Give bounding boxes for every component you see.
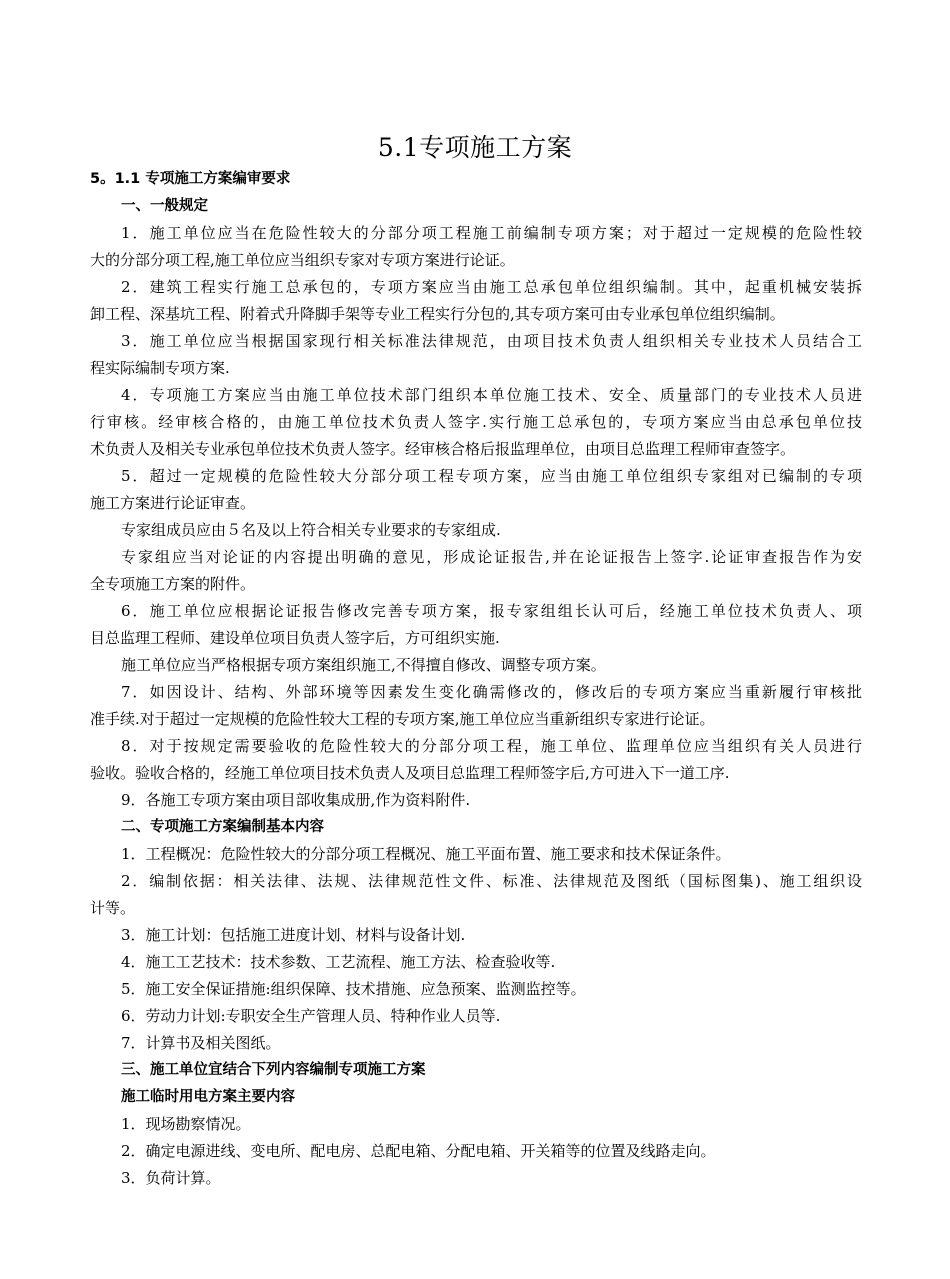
paragraph-line: 专家组应当对论证的内容提出明确的意见，形成论证报告,并在论证报告上签字.论证审查报告作为安 bbox=[121, 548, 862, 566]
heading-basic-content: 二、专项施工方案编制基本内容 bbox=[121, 819, 324, 835]
paragraph-line: 卸工程、深基坑工程、附着式升降脚手架等专业工程实行分包的,其专项方案可由专业承包单位组织编制。 bbox=[90, 305, 785, 323]
section-heading-5-1-1: 5。1.1 专项施工方案编审要求 bbox=[90, 171, 291, 187]
content-item-2 bbox=[90, 868, 862, 922]
heading-general-rules: 一、一般规定 bbox=[121, 198, 208, 214]
paragraph-line: 目总监理工程师、建设单位项目负责人签字后，方可组织实施. bbox=[90, 629, 500, 647]
paragraph-line: 1．施工单位应当在危险性较大的分部分项工程施工前编制专项方案；对于超过一定规模的危险性较 bbox=[121, 224, 862, 242]
heading-combined-content: 三、施工单位宜结合下列内容编制专项施工方案 bbox=[121, 1062, 426, 1078]
paragraph-line: 5．超过一定规模的危险性较大分部分项工程专项方案，应当由施工单位组织专家组对已编制的专项 bbox=[121, 467, 862, 485]
paragraph-line: 6．施工单位应根据论证报告修改完善专项方案，报专家组组长认可后，经施工单位技术负责人、项 bbox=[121, 602, 862, 620]
paragraph-line: 行审核。经审核合格的，由施工单位技术负责人签字.实行施工总承包的，专项方案应当由总承包单位技 bbox=[90, 413, 862, 431]
paragraph-line: 程实际编制专项方案. bbox=[90, 359, 230, 377]
content-item-6: 6．劳动力计划:专职安全生产管理人员、特种作业人员等. bbox=[121, 1007, 501, 1025]
paragraph-4 bbox=[90, 382, 862, 463]
content-item-7: 7．计算书及相关图纸。 bbox=[121, 1034, 281, 1052]
paragraph-5a: 专家组成员应由５名及以上符合相关专业要求的专家组成. bbox=[121, 521, 501, 539]
paragraph-line: 7．如因设计、结构、外部环境等因素发生变化确需修改的，修改后的专项方案应当重新履行审核批 bbox=[121, 683, 862, 701]
paragraph-line: 施工方案进行论证审查。 bbox=[90, 494, 256, 512]
paragraph-line: 2．建筑工程实行施工总承包的，专项方案应当由施工总承包单位组织编制。其中，起重机械安装拆 bbox=[121, 278, 862, 296]
paragraph-line: 2．编制依据：相关法律、法规、法律规范性文件、标准、法律规范及图纸（国标图集)、施工组织设 bbox=[121, 872, 862, 890]
paragraph-line: 4．专项施工方案应当由施工单位技术部门组织本单位施工技术、安全、质量部门的专业技术人员进 bbox=[121, 386, 862, 404]
paragraph-5b bbox=[90, 544, 862, 598]
power-item-2: 2．确定电源进线、变电所、配电房、总配电箱、分配电箱、开关箱等的位置及线路走向。 bbox=[121, 1142, 716, 1160]
paragraph-3 bbox=[90, 328, 862, 382]
paragraph-8 bbox=[90, 733, 862, 787]
paragraph-line: 8．对于按规定需要验收的危险性较大的分部分项工程，施工单位、监理单位应当组织有关人员进行 bbox=[121, 737, 862, 755]
paragraph-1 bbox=[90, 220, 862, 274]
paragraph-5 bbox=[90, 463, 862, 517]
content-item-5: 5．施工安全保证措施:组织保障、技术措施、应急预案、监测监控等。 bbox=[121, 980, 586, 998]
content-item-1: 1．工程概况：危险性较大的分部分项工程概况、施工平面布置、施工要求和技术保证条件。 bbox=[121, 845, 731, 863]
paragraph-9: 9．各施工专项方案由项目部收集成册,作为资料附件. bbox=[121, 791, 471, 809]
paragraph-6 bbox=[90, 598, 862, 652]
paragraph-line: 验收。验收合格的，经施工单位项目技术负责人及项目总监理工程师签字后,方可进入下一道工序. bbox=[90, 764, 730, 782]
paragraph-line: 准手续.对于超过一定规模的危险性较大工程的专项方案,施工单位应当重新组织专家进行论证。 bbox=[90, 710, 715, 728]
power-item-1: 1．现场勘察情况。 bbox=[121, 1115, 251, 1133]
paragraph-7 bbox=[90, 679, 862, 733]
paragraph-line: 大的分部分项工程,施工单位应当组织专家对专项方案进行论证。 bbox=[90, 251, 515, 269]
document-body bbox=[90, 166, 862, 1192]
paragraph-line: 计等。 bbox=[90, 899, 136, 917]
subheading-temporary-power: 施工临时用电方案主要内容 bbox=[121, 1089, 295, 1105]
document-title: 5.1专项施工方案 bbox=[377, 133, 573, 162]
content-item-4: 4．施工工艺技术：技术参数、工艺流程、施工方法、检查验收等. bbox=[121, 953, 556, 971]
paragraph-2 bbox=[90, 274, 862, 328]
power-item-3: 3．负荷计算。 bbox=[121, 1169, 221, 1187]
paragraph-line: 全专项施工方案的附件。 bbox=[90, 575, 256, 593]
content-item-3: 3．施工计划：包括施工进度计划、材料与设备计划. bbox=[121, 926, 466, 944]
paragraph-line: 3．施工单位应当根据国家现行相关标准法律规范，由项目技术负责人组织相关专业技术人员结合工 bbox=[121, 332, 862, 350]
paragraph-line: 术负责人及相关专业承包单位技术负责人签字。经审核合格后报监理单位，由项目总监理工程师审查签字。 bbox=[90, 440, 796, 458]
paragraph-6a: 施工单位应当严格根据专项方案组织施工,不得擅自修改、调整专项方案。 bbox=[121, 656, 606, 674]
